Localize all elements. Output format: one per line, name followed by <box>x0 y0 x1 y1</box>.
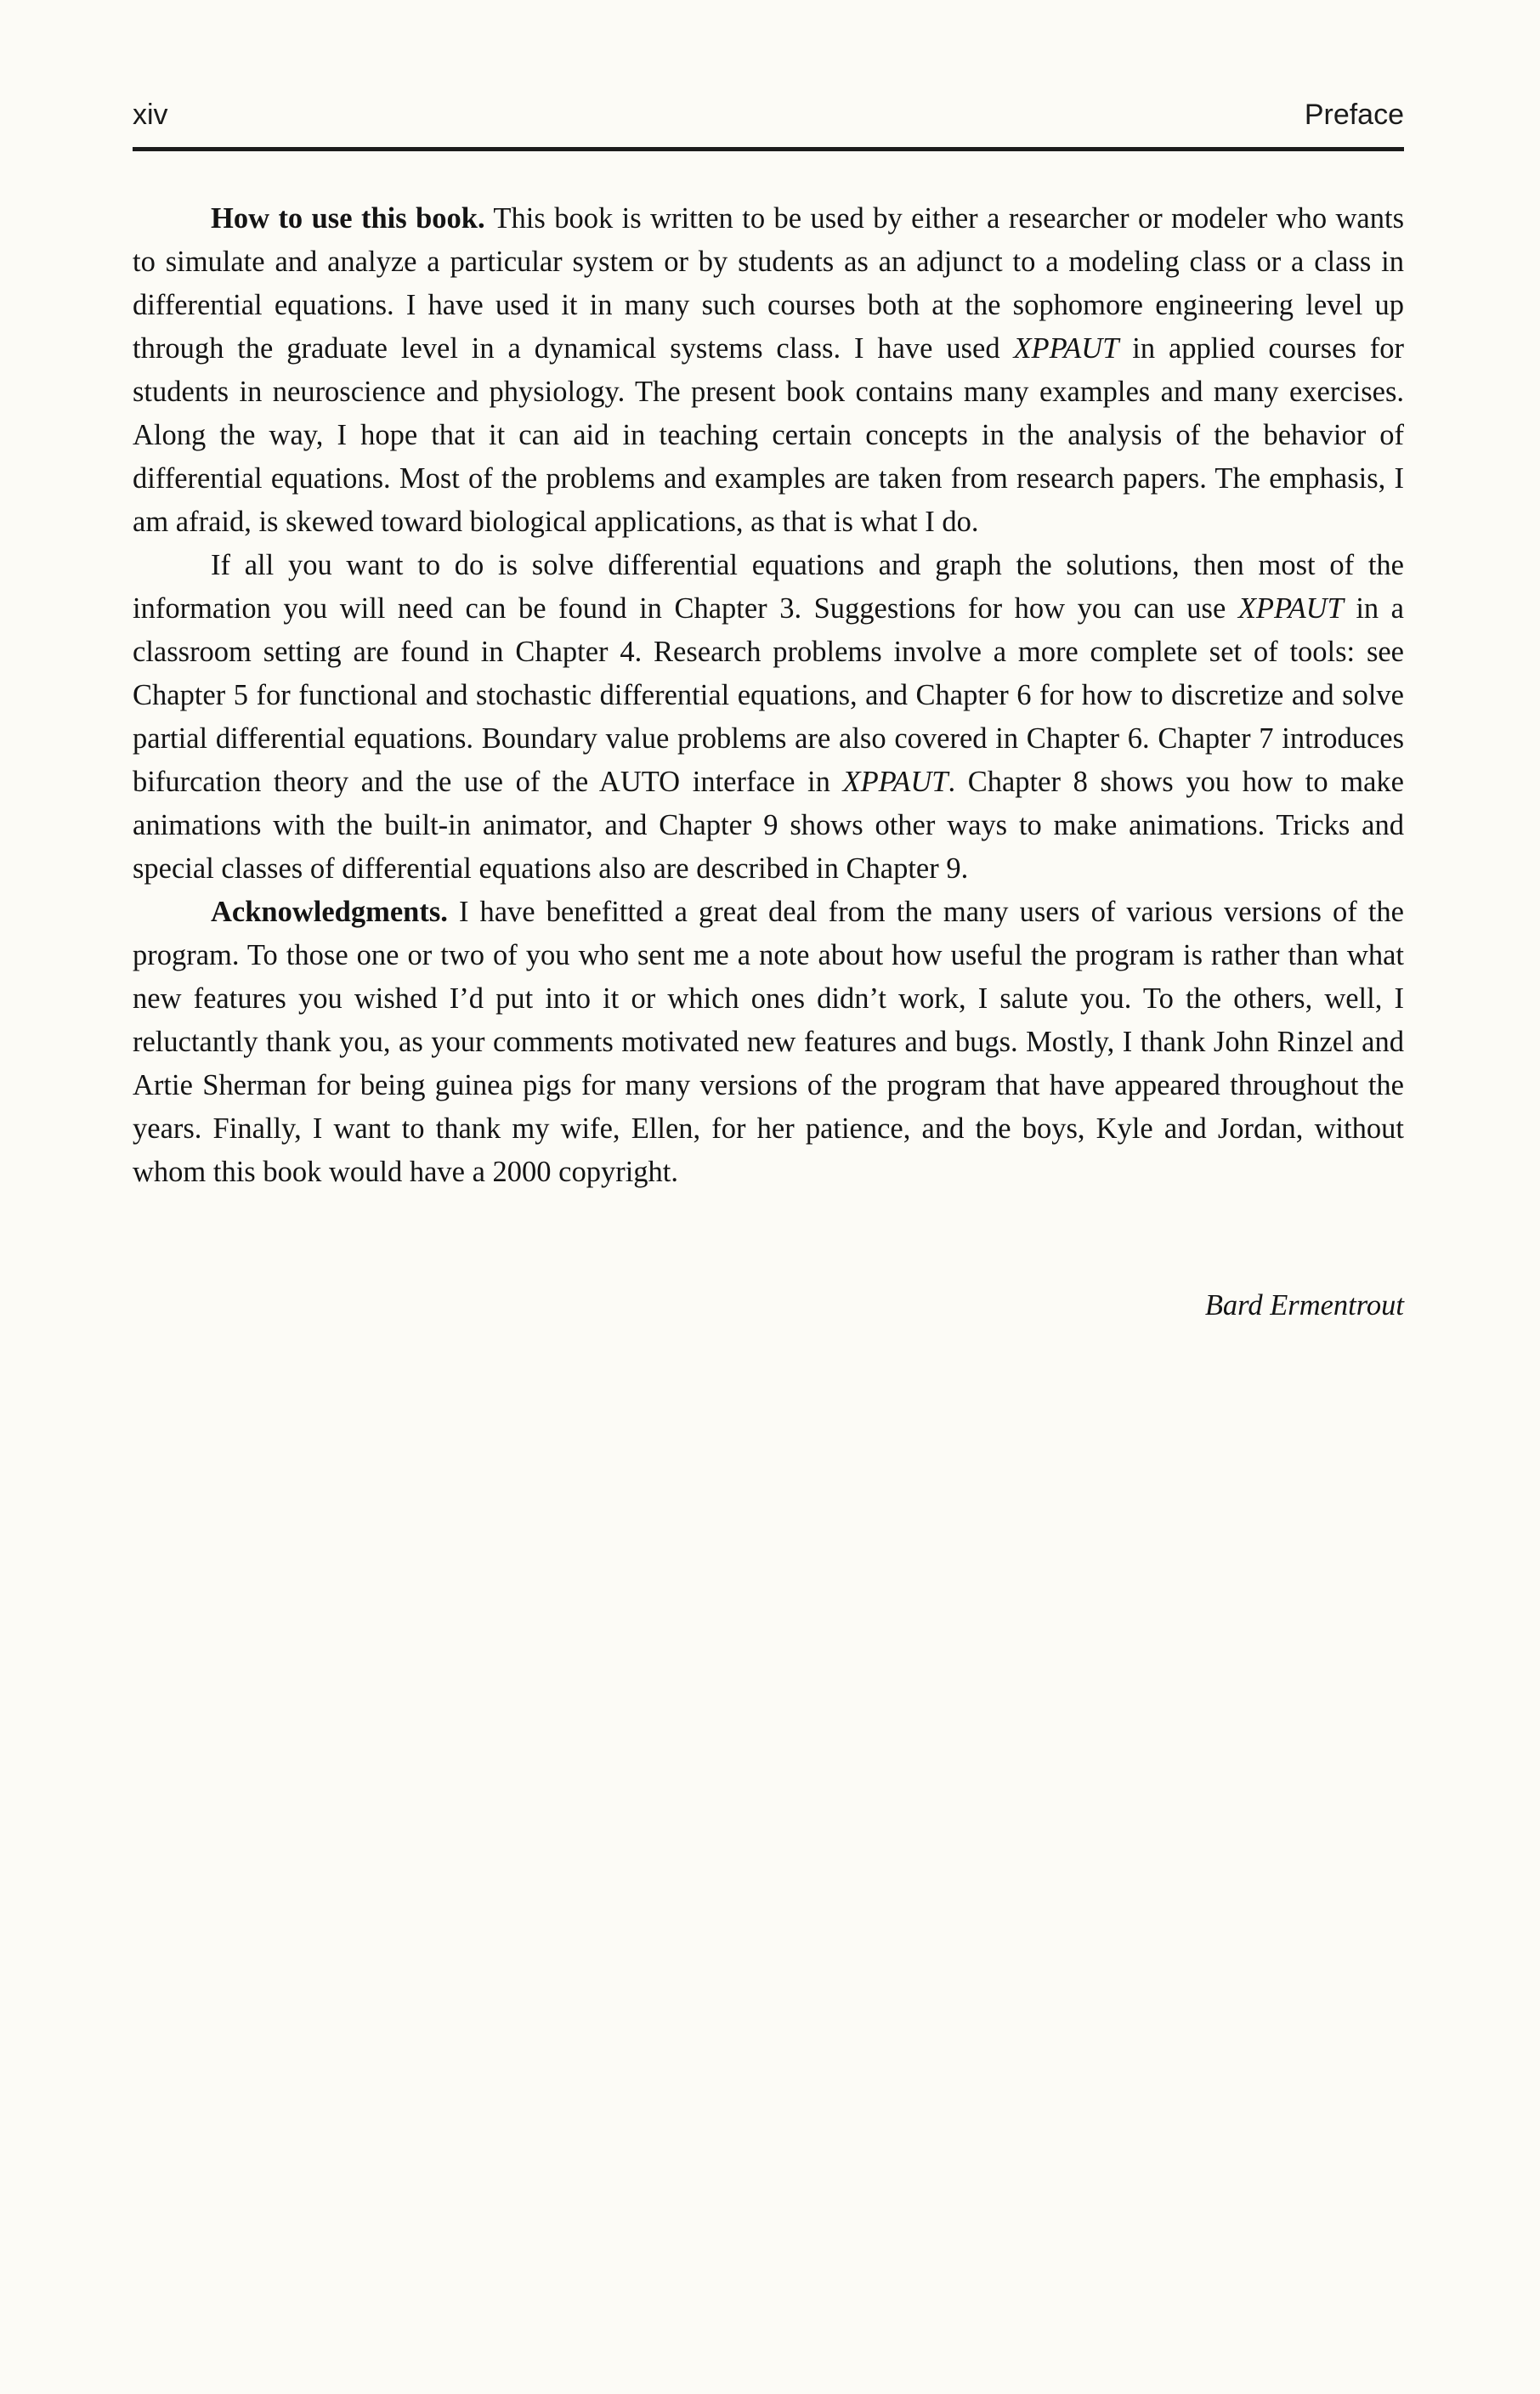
text-run: XPPAUT <box>842 766 948 798</box>
author-signature: Bard Ermentrout <box>1204 1289 1404 1322</box>
text-run: I have benefitted a great deal from the many users of various versions of the program. To those one or two of you who sent me a note about how useful the program is rather than what new features you wished I’d put into it or which ones didn’t work, I salute you. To the others, well, I reluctantly thank you, as your comments motivated new features and bugs. Mostly, I thank John Rinzel and Artie Sherman for being guinea pigs for many versions of the program that have appeared throughout the years. Finally, I want to thank my wife, Ellen, for her patience, and the boys, Kyle and Jordan, without whom this book would have a 2000 copyright. <box>133 896 1404 1188</box>
paragraph <box>133 544 1404 891</box>
text-run: If all you want to do is solve differential equations and graph the solutions, then most of the information you will need can be found in Chapter 3. Suggestions for how you can use <box>133 549 1404 625</box>
paragraph <box>133 197 1404 544</box>
text-run: . Chapter 8 shows you how to make animations with the built-in animator, and Chapter 9 shows other ways to make animations. Tricks and special classes of differential equations also are described in Chapter 9. <box>133 766 1404 885</box>
text-run: Acknowledgments. <box>211 896 448 928</box>
text-run: XPPAUT <box>1013 332 1119 365</box>
text-run: in applied courses for students in neuroscience and physiology. The present book contains many examples and many exercises. Along the way, I hope that it can aid in teaching certain concepts in the analysis of the behavior of differential equations. Most of the problems and examples are taken from research papers. The emphasis, I am afraid, is skewed toward biological applications, as that is what I do. <box>133 332 1404 538</box>
text-run: XPPAUT <box>1237 592 1344 625</box>
running-head <box>133 99 1404 151</box>
text-run: How to use this book. <box>211 202 485 235</box>
page-number: xiv <box>133 99 168 131</box>
text-run: in a classroom setting are found in Chapter 4. Research problems involve a more complete set of tools: see Chapter 5 for functional and stochastic differential equations, and Chapter 6 for how to discretize and solve partial differential equations. Boundary value problems are also covered in Chapter 6. Chapter 7 introduces bifurcation theory and the use of the AUTO interface in <box>133 592 1404 798</box>
paragraph <box>133 891 1404 1194</box>
body-paragraphs <box>133 197 1404 1194</box>
running-title: Preface <box>1304 99 1404 131</box>
text-run: This book is written to be used by either a researcher or modeler who wants to simulate and analyze a particular system or by students as an adjunct to a modeling class or a class in differential equations. I have used it in many such courses both at the sophomore engineering level up through the graduate level in a dynamical systems class. I have used <box>133 202 1404 365</box>
